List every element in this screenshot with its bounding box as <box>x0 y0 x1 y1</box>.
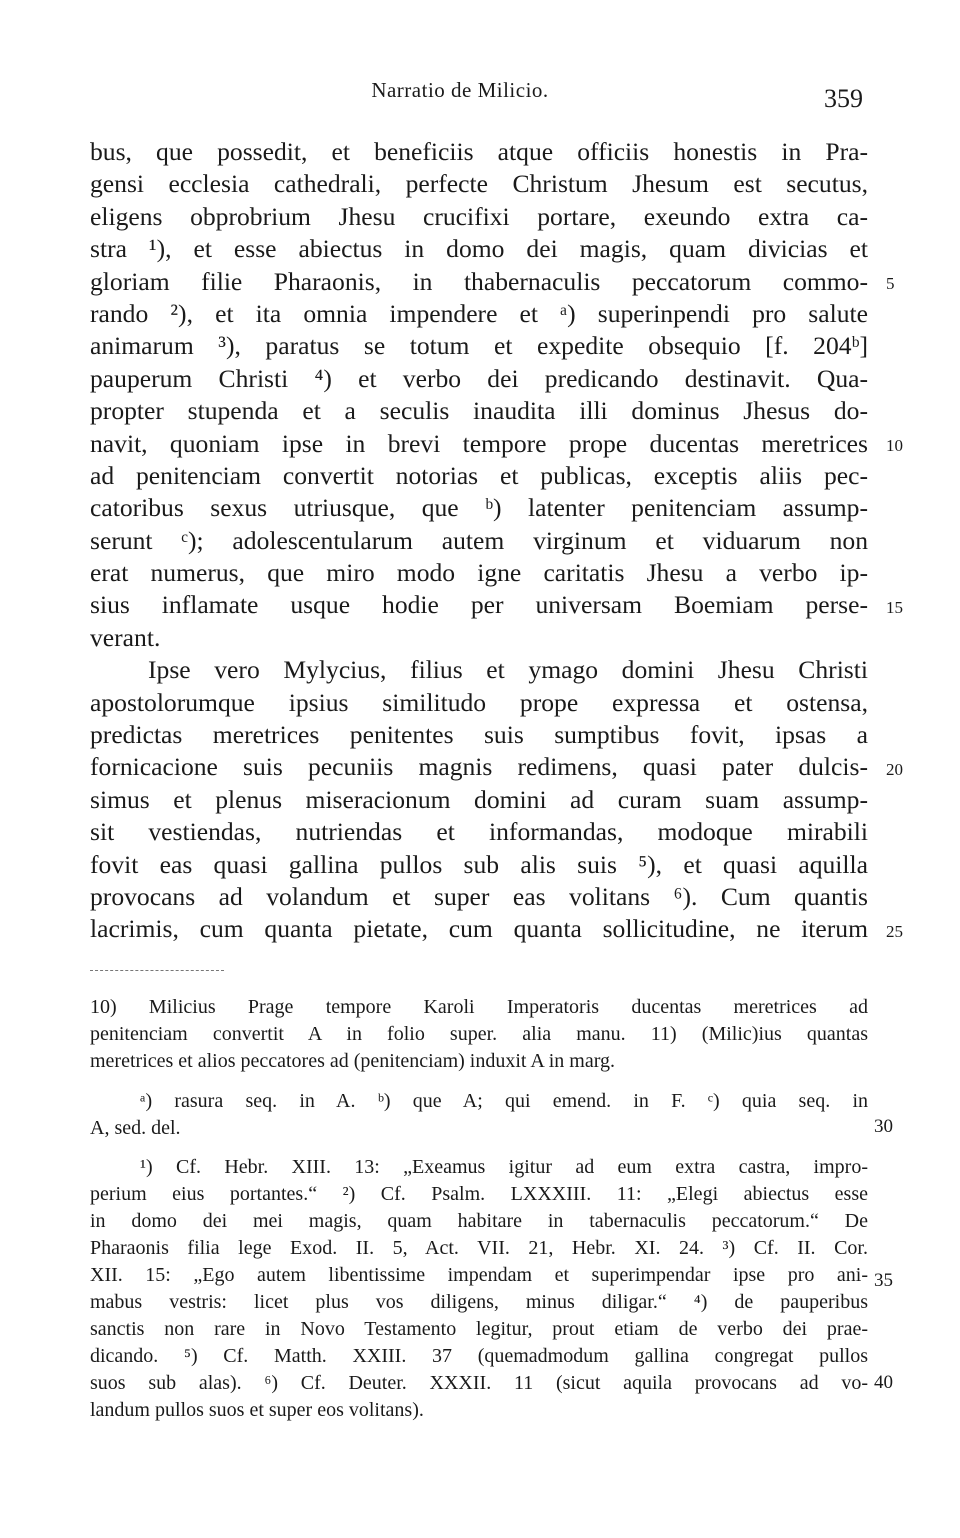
text-line: navit, quoniam ipse in brevi tempore prope ducentas meretrices <box>90 428 868 458</box>
footnote-line: landum pullos suos et super eos volitans). <box>90 1399 424 1421</box>
line-number: 10 <box>886 436 903 455</box>
line-number: 25 <box>886 922 903 941</box>
footnote-line: meretrices et alios peccatores ad (penitenciam) induxit A in marg. <box>90 1050 615 1072</box>
footnote-line: Pharaonis filia lege Exod. II. 5, Act. VII. 21, Hebr. XI. 24. ³) Cf. II. Cor. <box>90 1237 868 1259</box>
text-line: pauperum Christi ⁴) et verbo dei predicando destinavit. Qua- <box>90 363 868 393</box>
footnote-divider <box>90 970 224 971</box>
footnote-line: mabus vestris: licet plus vos diligens, minus diligar.“ ⁴) de pauperibus <box>90 1291 868 1313</box>
footnote-line: 10) Milicius Prage tempore Karoli Imperatoris ducentas meretrices ad <box>90 996 868 1018</box>
text-line: stra ¹), et esse abiectus in domo dei magis, quam divicias et <box>90 234 868 264</box>
line-number: 40 <box>874 1372 893 1393</box>
line-number: 15 <box>886 598 903 617</box>
footnote-line: XII. 15: „Ego autem libentissime impendam et superimpendar ipse pro ani- <box>90 1264 868 1286</box>
footnote-line: suos sub alas). ⁶) Cf. Deuter. XXXII. 11 (sicut aquila provocans ad vo- <box>90 1372 868 1394</box>
text-line: sius inflamate usque hodie per universam Boemiam perse- <box>90 590 868 620</box>
text-line: gloriam filie Pharaonis, in thabernaculis peccatorum commo- <box>90 266 868 296</box>
numeric-notes <box>90 994 868 1075</box>
text-line: verant. <box>90 622 161 652</box>
text-line: serunt ᶜ); adolescentularum autem virginum et viduarum non <box>90 525 868 555</box>
text-line: erat numerus, que miro modo igne caritatis Jhesu a verbo ip- <box>90 558 868 588</box>
footnote-line: perium eius portantes.“ ²) Cf. Psalm. LXXXIII. 11: „Elegi abiectus esse <box>90 1183 868 1205</box>
text-line: apostolorumque ipsius similitudo prope expressa et ostensa, <box>90 687 868 717</box>
text-line: provocans ad volandum et super eas volitans ⁶). Cum quantis <box>90 881 868 911</box>
text-line: predictas meretrices penitentes suis sumptibus fovit, ipsas a <box>90 720 868 750</box>
text-line: rando ²), et ita omnia impendere et ᵃ) superinpendi pro salute <box>90 298 868 328</box>
line-number: 5 <box>886 274 895 293</box>
variant-notes <box>90 1088 868 1142</box>
text-line: ad penitenciam convertit notorias et publicas, exceptis aliis pec- <box>90 460 868 490</box>
text-line: Ipse vero Mylycius, filius et ymago domini Jhesu Christi <box>148 655 868 685</box>
text-line: fovit eas quasi gallina pullos sub alis suis ⁵), et quasi aquilla <box>90 849 868 879</box>
line-number: 20 <box>886 760 903 779</box>
text-line: catoribus sexus utriusque, que ᵇ) latenter penitenciam assump- <box>90 493 868 523</box>
source-notes <box>90 1154 868 1424</box>
footnote-line: A, sed. del. <box>90 1117 181 1139</box>
text-line: lacrimis, cum quanta pietate, cum quanta sollicitudine, ne iterum <box>90 914 868 944</box>
line-number: 30 <box>874 1116 893 1137</box>
footnote-line: in domo dei mei magis, quam habitare in tabernaculis peccatorum.“ De <box>90 1210 868 1232</box>
text-line: gensi ecclesia cathedrali, perfecte Christum Jhesum est secutus, <box>90 169 868 199</box>
page-number: 359 <box>824 84 863 113</box>
footnote-line: ᵃ) rasura seq. in A. ᵇ) que A; qui emend. in F. ᶜ) quia seq. in <box>140 1090 868 1112</box>
footnote-line: sanctis non rare in Novo Testamento legitur, prout etiam de verbo dei prae- <box>90 1318 868 1340</box>
text-line: eligens obprobrium Jhesu crucifixi portare, exeundo extra ca- <box>90 201 868 231</box>
text-line: fornicacione suis pecuniis magnis redimens, quasi pater dulcis- <box>90 752 868 782</box>
footnote-line: dicando. ⁵) Cf. Matth. XXIII. 37 (quemadmodum gallina congregat pullos <box>90 1345 868 1367</box>
line-number: 35 <box>874 1270 893 1291</box>
text-line: bus, que possedit, et beneficiis atque officiis honestis in Pra- <box>90 137 868 166</box>
main-text-block <box>90 136 868 946</box>
footnote-line: penitenciam convertit A in folio super. alia manu. 11) (Milic)ius quantas <box>90 1023 868 1045</box>
text-line: propter stupenda et a seculis inaudita illi dominus Jhesus do- <box>90 396 868 426</box>
footnote-line: ¹) Cf. Hebr. XIII. 13: „Exeamus igitur ad eum extra castra, impro- <box>140 1156 868 1178</box>
text-line: animarum ³), paratus se totum et expedite obsequio [f. 204ᵇ] <box>90 331 868 361</box>
text-line: sit vestiendas, nutriendas et informandas, modoque mirabili <box>90 817 868 847</box>
text-line: simus et plenus miseracionum domini ad curam suam assump- <box>90 784 868 814</box>
running-header: Narratio de Milicio. <box>371 78 549 102</box>
